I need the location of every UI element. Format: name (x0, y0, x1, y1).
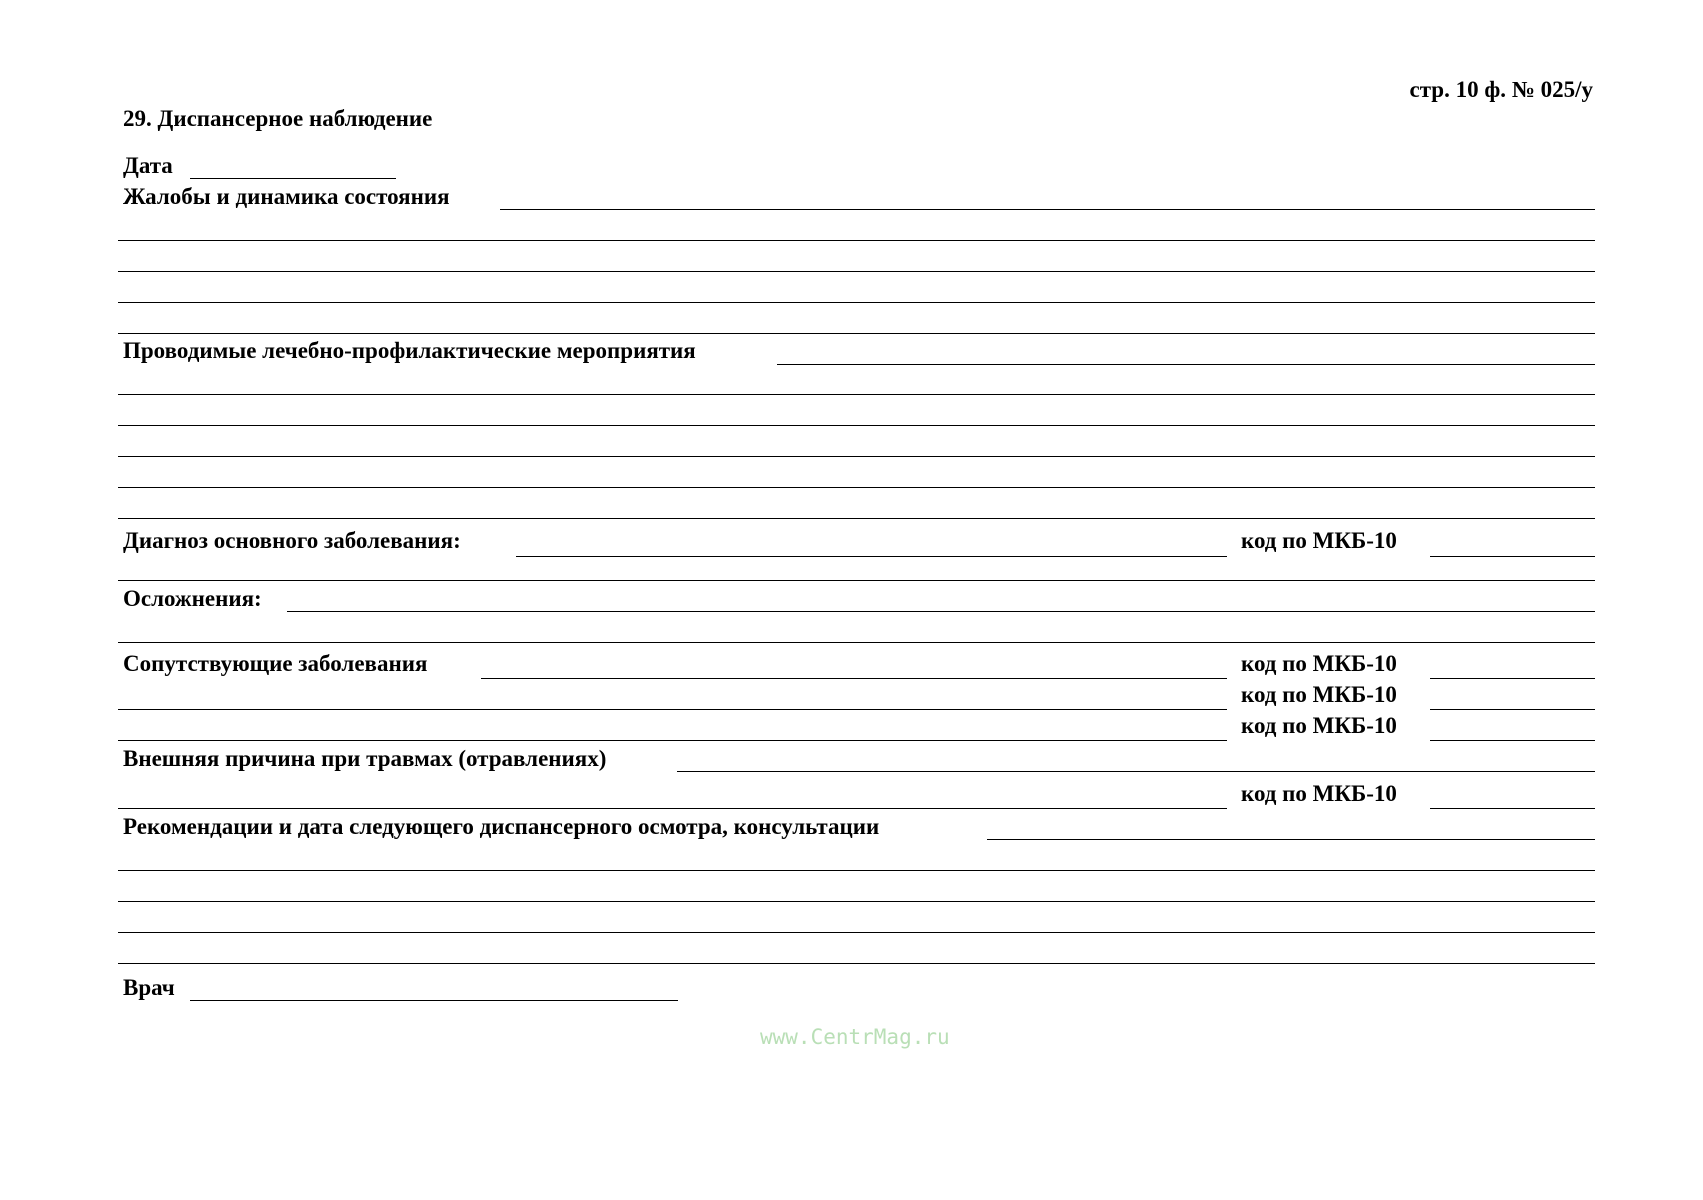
icd-code-label: код по МКБ-10 (1241, 682, 1397, 707)
complications-field[interactable] (287, 611, 1595, 612)
treatment-line[interactable] (118, 487, 1595, 488)
complications-label: Осложнения: (123, 586, 262, 611)
icd-code-label: код по МКБ-10 (1241, 781, 1397, 806)
comorbid-field[interactable] (481, 678, 1227, 679)
recommendations-line[interactable] (118, 963, 1595, 964)
complaints-line[interactable] (118, 302, 1595, 303)
external-cause-field[interactable] (677, 771, 1595, 772)
section-title: 29. Диспансерное наблюдение (123, 106, 433, 131)
external-cause-line[interactable] (118, 808, 1227, 809)
doctor-label: Врач (123, 975, 175, 1000)
complaints-line[interactable] (118, 333, 1595, 334)
treatment-line[interactable] (118, 518, 1595, 519)
treatment-line[interactable] (118, 425, 1595, 426)
external-cause-label: Внешняя причина при травмах (отравлениях) (123, 746, 607, 771)
complaints-label: Жалобы и динамика состояния (123, 184, 450, 209)
complaints-line[interactable] (118, 271, 1595, 272)
treatment-line[interactable] (118, 394, 1595, 395)
diagnosis-label: Диагноз основного заболевания: (123, 528, 461, 553)
diagnosis-icd-field[interactable] (1430, 556, 1595, 557)
complaints-field[interactable] (500, 209, 1595, 210)
date-label: Дата (123, 153, 173, 178)
complications-line[interactable] (118, 642, 1595, 643)
treatment-label: Проводимые лечебно-профилактические мероприятия (123, 338, 696, 363)
treatment-field[interactable] (777, 364, 1595, 365)
comorbid-line[interactable] (118, 709, 1227, 710)
icd-code-label: код по МКБ-10 (1241, 651, 1397, 676)
icd-code-label: код по МКБ-10 (1241, 713, 1397, 738)
recommendations-line[interactable] (118, 932, 1595, 933)
recommendations-line[interactable] (118, 901, 1595, 902)
icd-code-label: код по МКБ-10 (1241, 528, 1397, 553)
recommendations-label: Рекомендации и дата следующего диспансерного осмотра, консультации (123, 814, 880, 839)
diagnosis-line[interactable] (118, 580, 1595, 581)
page-reference: стр. 10 ф. № 025/у (1409, 77, 1593, 102)
watermark: www.CentrMag.ru (760, 1025, 950, 1049)
treatment-line[interactable] (118, 456, 1595, 457)
comorbid-icd-field[interactable] (1430, 678, 1595, 679)
comorbid-icd-field[interactable] (1430, 740, 1595, 741)
complaints-line[interactable] (118, 240, 1595, 241)
diagnosis-field[interactable] (516, 556, 1227, 557)
date-field[interactable] (190, 178, 396, 179)
comorbid-icd-field[interactable] (1430, 709, 1595, 710)
doctor-signature-field[interactable] (190, 1000, 678, 1001)
external-cause-icd-field[interactable] (1430, 808, 1595, 809)
comorbid-label: Сопутствующие заболевания (123, 651, 428, 676)
comorbid-line[interactable] (118, 740, 1227, 741)
recommendations-field[interactable] (987, 839, 1595, 840)
recommendations-line[interactable] (118, 870, 1595, 871)
